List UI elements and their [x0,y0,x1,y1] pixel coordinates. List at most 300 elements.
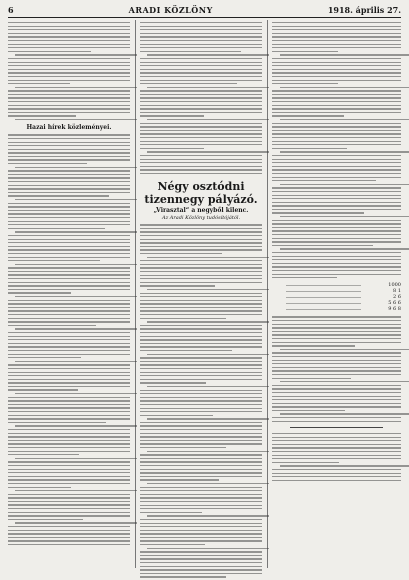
text-line [8,94,130,95]
text-line [8,447,130,448]
text-line [8,142,130,143]
page-number: 6 [8,5,14,15]
text-line [272,80,401,81]
text-line [8,156,130,157]
text-line [140,29,262,30]
text-line [272,274,401,275]
text-line [8,310,130,311]
text-line [8,152,130,153]
header-rule [8,17,401,18]
text-line [140,533,262,534]
text-line [140,415,213,416]
text-line [140,246,262,247]
text-line [272,473,401,474]
text-line [272,462,339,463]
text-line [272,173,401,174]
text-line [8,400,130,401]
text-line [280,413,409,414]
text-line [272,62,401,63]
article-separator [290,427,383,428]
text-line [8,246,130,247]
text-line [8,188,130,189]
text-line [272,191,401,192]
text-line [272,403,401,404]
text-line [147,386,269,387]
text-line [140,372,262,373]
text-line [280,54,409,55]
text-line [8,224,130,225]
text-line [140,325,262,326]
text-line [140,508,262,509]
text-line [8,76,130,77]
text-line [8,174,130,175]
text-line [140,300,262,301]
text-line [8,504,130,505]
text-line [8,332,130,333]
text-line [8,213,130,214]
text-line [272,227,401,228]
section-heading: Hazai hírek közleményei. [26,124,112,132]
text-line [140,303,262,304]
text-line [8,501,130,502]
text-line [140,242,262,243]
text-line [8,221,130,222]
text-line [272,352,401,353]
text-line [15,54,137,55]
text-line [140,235,262,236]
text-line [140,393,262,394]
text-line [272,444,401,445]
text-line [8,526,130,527]
text-line [140,307,262,308]
text-line [8,292,71,293]
text-line [140,404,262,405]
text-line [140,293,262,294]
text-line [140,264,262,265]
article-text-block [140,22,262,174]
text-line [15,119,137,120]
text-line [15,361,137,362]
text-line [140,65,262,66]
text-line [8,108,130,109]
text-line [140,314,262,315]
masthead: ARADI KÖZLÖNY [128,5,213,15]
text-line [8,300,130,301]
text-line [140,112,262,113]
text-line [8,65,130,66]
article-byline: Az Aradi Közlöny tudósítójától. [161,215,241,222]
text-line [8,382,130,383]
text-line [8,519,83,520]
text-line [8,260,100,261]
text-line [140,123,262,124]
article-subheadline: „Virasztal“ a negyből kilenc. [153,207,249,215]
column-right [272,22,401,483]
text-line [8,253,130,254]
text-line [140,159,262,160]
text-line [8,239,130,240]
text-line [140,361,262,362]
article-headline [140,180,262,206]
text-line [140,576,226,577]
text-line [140,22,262,23]
text-line [8,80,130,81]
text-line [140,497,262,498]
text-line [272,241,401,242]
text-line [140,537,262,538]
text-line [272,26,401,27]
text-line [272,209,401,210]
table-value: 9 6 8 [388,306,401,313]
text-line [272,480,401,481]
text-line [140,148,204,149]
text-line [140,76,262,77]
text-line [140,411,262,412]
text-line [8,368,130,369]
text-line [140,130,262,131]
text-line [147,321,269,322]
text-line [8,51,91,52]
text-line [272,277,337,278]
text-line [15,199,137,200]
text-line [140,115,204,116]
text-line [140,133,262,134]
table-value: 2 6 [393,294,401,301]
text-line [272,180,376,181]
text-line [280,184,409,185]
text-line [140,490,262,491]
text-line [8,372,130,373]
text-line [8,411,130,412]
text-line [8,278,130,279]
text-line [272,40,401,41]
text-line [272,58,401,59]
text-line [140,501,262,502]
text-line [140,224,262,225]
text-line [272,130,401,131]
text-line [140,440,262,441]
text-line [140,33,262,34]
text-line [272,29,401,30]
text-line [8,249,130,250]
text-line [272,327,401,328]
text-line [8,418,130,419]
text-line [272,115,344,116]
text-line [8,321,130,322]
text-line [140,569,262,570]
text-line [8,203,130,204]
text-line [15,231,137,232]
text-line [8,177,130,178]
text-line [140,472,262,473]
text-line [140,97,262,98]
text-line [8,145,130,146]
text-line [140,83,237,84]
text-line [8,289,130,290]
text-line [272,370,401,371]
text-line [8,336,130,337]
text-line [8,497,130,498]
article-text-block [272,22,401,278]
text-line [15,87,137,88]
text-line [280,349,409,350]
text-line [140,494,262,495]
text-line [140,368,262,369]
text-line [272,440,401,441]
text-line [272,166,401,167]
text-line [140,126,262,127]
text-line [140,433,262,434]
text-line [272,324,401,325]
text-line [272,238,401,239]
text-line [140,228,262,229]
text-line [272,177,401,178]
article-text-block [8,134,130,545]
text-line [280,119,409,120]
text-line [272,220,401,221]
text-line [8,465,130,466]
text-line [140,566,262,567]
text-line [8,149,130,150]
text-line [8,58,130,59]
text-line [140,357,262,358]
issue-date: 1918. április 27. [327,5,401,15]
text-line [272,334,401,335]
text-line [140,101,262,102]
text-line [8,206,130,207]
text-line [8,379,130,380]
text-line [272,396,401,397]
text-line [272,388,401,389]
text-line [272,360,401,361]
text-line [8,271,130,272]
text-line [15,522,137,523]
text-line [272,155,401,156]
text-line [147,418,269,419]
text-line [8,112,130,113]
text-line [140,390,262,391]
text-line [272,476,401,477]
text-line [8,404,130,405]
text-line [272,123,401,124]
text-line [140,375,262,376]
text-line [8,101,130,102]
text-line [8,314,130,315]
text-line [8,537,130,538]
text-line [140,69,262,70]
text-line [140,540,262,541]
text-line [272,36,401,37]
text-line [8,307,130,308]
text-line [272,148,347,149]
text-line [272,342,401,343]
text-line [140,80,262,81]
text-line [8,476,130,477]
text-line [272,447,401,448]
text-line [272,367,401,368]
text-line [140,26,262,27]
text-line [8,47,130,48]
text-line [140,58,262,59]
data-table [286,282,401,312]
text-line [280,465,409,466]
text-line [8,540,130,541]
text-line [8,415,130,416]
text-line [140,155,262,156]
text-line [272,162,401,163]
text-line [272,33,401,34]
text-line [8,217,130,218]
text-line [8,451,130,452]
text-line [272,112,401,113]
text-line [140,332,262,333]
text-line [272,266,401,267]
text-line [8,115,76,116]
text-line [140,429,262,430]
text-line [272,94,401,95]
text-line [8,210,130,211]
text-line [8,69,130,70]
text-line [272,22,401,23]
text-line [272,417,401,418]
text-line [8,436,130,437]
text-line [8,36,130,37]
text-line [15,393,137,394]
text-line [147,515,269,516]
text-line [15,264,137,265]
text-line [272,469,401,470]
text-line [272,202,401,203]
text-line [8,242,130,243]
text-line [272,223,401,224]
text-line [140,530,262,531]
text-line [8,303,130,304]
text-line [140,469,262,470]
column-divider [267,20,268,568]
text-line [15,458,137,459]
text-line [8,479,130,480]
text-line [140,551,262,552]
text-line [8,134,130,135]
text-line [140,47,262,48]
text-line [8,90,130,91]
text-line [140,339,262,340]
text-line [272,195,401,196]
text-line [140,275,262,276]
text-line [140,458,262,459]
text-line [8,185,130,186]
text-line [8,389,78,390]
text-line [8,483,130,484]
text-line [272,97,401,98]
text-line [272,108,401,109]
text-line [280,87,409,88]
text-line [8,83,70,84]
text-line [140,519,262,520]
text-line [140,72,262,73]
text-line [15,328,137,329]
text-line [140,400,262,401]
text-line [140,166,262,167]
text-line [8,443,130,444]
text-line [280,216,409,217]
table-value: 5 6 6 [388,300,401,307]
text-line [8,433,130,434]
text-line [8,22,130,23]
text-line [140,282,262,283]
text-line [140,267,262,268]
text-line [280,381,409,382]
text-line [147,151,269,152]
text-line [15,490,137,491]
text-line [8,267,130,268]
text-line [140,523,262,524]
text-line [8,285,130,286]
text-line [272,76,401,77]
text-line [272,205,401,206]
text-line [272,363,401,364]
text-line [8,138,130,139]
text-line [8,343,130,344]
text-line [140,296,262,297]
text-line [8,407,130,408]
text-line [8,357,81,358]
text-line [272,421,401,422]
text-line [140,285,215,286]
text-line [272,212,364,213]
text-line [8,235,130,236]
text-line [140,408,262,409]
text-line [140,169,262,170]
text-line [272,385,401,386]
text-line [272,392,401,393]
column-middle [140,22,262,580]
text-line [8,508,130,509]
text-line [147,354,269,355]
text-line [8,544,130,545]
table-value: 1000 [388,282,401,289]
text-line [8,257,130,258]
text-line [140,105,262,106]
table-value: 8 1 [393,288,401,295]
text-line [8,29,130,30]
text-line [140,336,262,337]
text-line [140,379,262,380]
text-line [272,234,401,235]
column-left [8,22,130,548]
text-line [8,44,130,45]
text-line [8,282,130,283]
text-line [8,97,130,98]
text-line [140,343,262,344]
text-line [272,69,401,70]
text-line [140,454,262,455]
text-line [272,159,401,160]
text-line [272,458,401,459]
text-line [8,364,130,365]
text-line [140,141,262,142]
article-text-block [272,316,401,422]
text-line [272,399,401,400]
text-line [140,271,262,272]
text-line [140,36,262,37]
text-line [140,328,262,329]
text-line [272,410,345,411]
text-line [147,257,269,258]
text-line [140,346,262,347]
text-line [140,461,262,462]
text-line [140,425,262,426]
